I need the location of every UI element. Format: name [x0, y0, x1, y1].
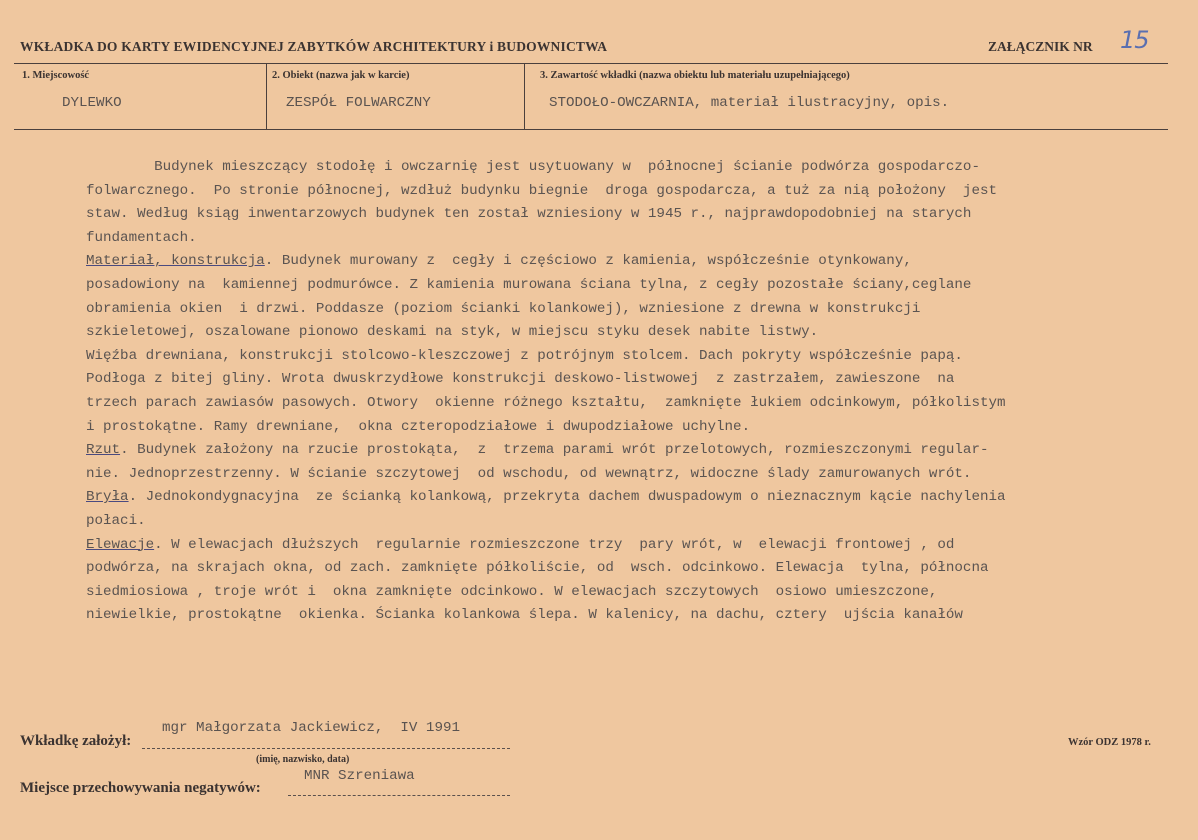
body-line [86, 250, 1176, 274]
body-text-span: nie. Jednoprzestrzenny. W ścianie szczytowej od wschodu, od wewnątrz, widoczne ślady zamurowanych wrót. [86, 465, 972, 482]
body-text-span: trzech parach zawiasów pasowych. Otwory okienne różnego kształtu, zamknięte łukiem odcinkowym, półkolistym [86, 394, 1006, 411]
body-line [86, 298, 1176, 322]
body-text-span: staw. Według ksiąg inwentarzowych budynek ten został wzniesiony w 1945 r., najprawdopodobniej na starych [86, 206, 972, 223]
body-line [86, 368, 1176, 392]
body-text-span: niewielkie, prostokątne okienka. Ścianka kolankowa ślepa. W kalenicy, na dachu, cztery ujścia kanałów [86, 607, 963, 624]
attachment-label: ZAŁĄCZNIK NR [988, 39, 1093, 54]
object-label: 2. Obiekt (nazwa jak w karcie) [272, 70, 410, 81]
header-rule-top [14, 63, 1168, 64]
body-text-span: Więźba drewniana, konstrukcji stolcowo-kleszczowej z potrójnym stolcem. Dach pokryty współcześnie papą. [86, 347, 963, 364]
body-line [86, 534, 1176, 558]
body-line [86, 604, 1176, 628]
body-text-span: szkieletowej, oszalowane pionowo deskami na styk, w miejscu styku desek nabite listwy. [86, 324, 819, 341]
body-line [86, 557, 1176, 581]
body-text-span: podwórza, na skrajach okna, od zach. zamknięte półkoliście, od wsch. odcinkowo. Elewacja tylna, północna [86, 560, 989, 577]
body-line [86, 203, 1176, 227]
header-rule-bottom [14, 129, 1168, 130]
place-label: 1. Miejscowość [22, 70, 90, 81]
author-hint: (imię, nazwisko, data) [256, 754, 350, 765]
body-line [86, 439, 1176, 463]
body-text-span: . W elewacjach dłuższych regularnie rozmieszczone trzy pary wrót, w elewacji frontowej , od [154, 536, 955, 553]
body-text-span: . Jednokondygnacyjna ze ścianką kolankową, przekryta dachem dwuspadowym o nieznacznym kącie nachylenia [128, 489, 1006, 506]
body-line [86, 392, 1176, 416]
body-text-span: posadowiony na kamiennej podmurówce. Z kamienia murowana ściana tylna, z cegły pozostałe ściany,ceglane [86, 276, 972, 293]
body-line [86, 581, 1176, 605]
section-heading: Rzut [86, 442, 121, 459]
body-line [86, 416, 1176, 440]
body-text-span: Podłoga z bitej gliny. Wrota dwuskrzydłowe konstrukcji deskowo-listwowej z zastrzałem, zawieszone na [86, 371, 955, 388]
content-value: STODOŁO-OWCZARNIA, materiał ilustracyjny, opis. [549, 95, 950, 111]
body-line [86, 321, 1176, 345]
section-heading: Materiał, konstrukcja [86, 253, 265, 270]
body-text-span: obramienia okien i drzwi. Poddasze (poziom ścianki kolankowej), wzniesione z drewna w konstrukcji [86, 300, 921, 317]
body-line [86, 227, 1176, 251]
author-dotted-line [142, 748, 510, 749]
author-label: Wkładkę założył: [20, 733, 132, 749]
attachment-number: 15 [1120, 26, 1149, 54]
place-value: DYLEWKO [62, 95, 122, 111]
description-body [86, 156, 1176, 628]
body-text-span: . Budynek murowany z cegły i częściowo z kamienia, współcześnie otynkowany, [264, 253, 912, 270]
section-heading: Bryła [86, 489, 129, 506]
body-text-span: połaci. [86, 512, 146, 529]
column-divider-1 [266, 63, 267, 129]
body-line [86, 274, 1176, 298]
body-line [86, 463, 1176, 487]
body-text-span: Budynek mieszczący stodołę i owczarnię jest usytuowany w północnej ścianie podwórza gospodarczo- [86, 159, 980, 175]
body-text-span: i prostokątne. Ramy drewniane, okna czteropodziałowe i dwupodziałowe uchylne. [86, 418, 751, 435]
body-text-span: siedmiosiowa , troje wrót i okna zamknięte odcinkowo. W elewacjach szczytowych osiowo umieszczone, [86, 583, 938, 600]
column-divider-2 [524, 63, 525, 129]
body-line [86, 486, 1176, 510]
author-value: mgr Małgorzata Jackiewicz, IV 1991 [162, 720, 460, 736]
body-text-span: fundamentach. [86, 229, 197, 246]
storage-dotted-line [288, 795, 510, 796]
body-line [86, 156, 1176, 180]
object-value: ZESPÓŁ FOLWARCZNY [286, 95, 431, 111]
body-text-span: . Budynek założony na rzucie prostokąta, z trzema parami wrót przelotowych, rozmieszczonymi regular- [120, 442, 989, 459]
body-text-span: folwarcznego. Po stronie północnej, wzdłuż budynku biegnie droga gospodarcza, a tuż za nią położony jest [86, 182, 997, 199]
form-code: Wzór ODZ 1978 r. [1068, 737, 1151, 748]
storage-value: MNR Szreniawa [304, 768, 415, 784]
storage-label: Miejsce przechowywania negatywów: [20, 780, 261, 796]
body-line [86, 510, 1176, 534]
body-line [86, 345, 1176, 369]
body-line [86, 180, 1176, 204]
section-heading: Elewacje [86, 536, 155, 553]
form-title: WKŁADKA DO KARTY EWIDENCYJNEJ ZABYTKÓW ARCHITEKTURY i BUDOWNICTWA [20, 39, 608, 54]
content-label: 3. Zawartość wkładki (nazwa obiektu lub materiału uzupełniającego) [540, 70, 850, 81]
